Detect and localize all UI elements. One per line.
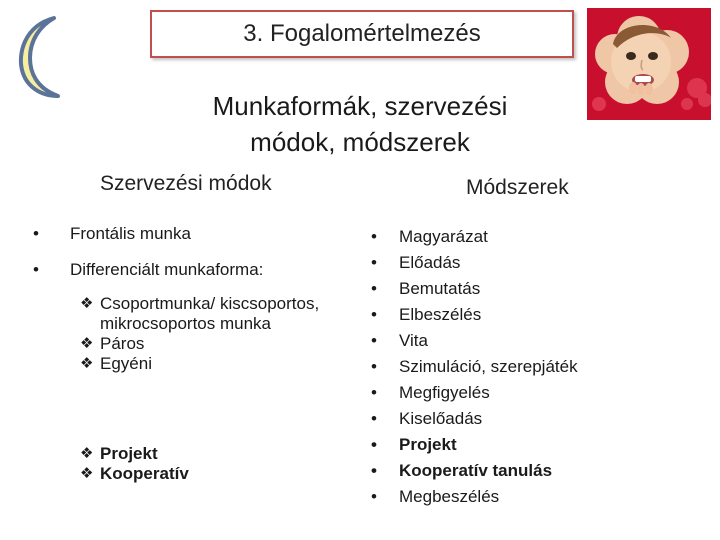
list-item <box>371 458 578 484</box>
slide-title-box <box>150 10 574 58</box>
photo-illustration <box>587 8 711 120</box>
sub-list-item-label: Projekt <box>100 444 158 463</box>
sub-list-item <box>80 464 189 484</box>
bullet-icon: • <box>371 331 377 350</box>
list-item <box>30 260 263 280</box>
bullet-icon: • <box>371 253 377 272</box>
sub-list-item <box>80 444 189 464</box>
methods-list <box>371 224 578 510</box>
bullet-icon: • <box>371 279 377 298</box>
list-item <box>371 406 578 432</box>
left-column-heading: Szervezési módok <box>100 172 272 195</box>
method-label: Magyarázat <box>399 227 488 246</box>
sub-list-item-label: Kooperatív <box>100 464 189 483</box>
sub-list-item-label: Egyéni <box>100 354 152 373</box>
list-item <box>371 276 578 302</box>
bullet-icon: • <box>371 487 377 506</box>
list-item <box>371 354 578 380</box>
list-item-label: Differenciált munkaforma: <box>70 260 264 279</box>
method-label: Kiselőadás <box>399 409 483 428</box>
sub-list-item-label: Páros <box>100 334 145 353</box>
bullet-icon: • <box>371 383 377 402</box>
list-item <box>371 302 578 328</box>
list-item <box>371 250 578 276</box>
child-face-photo <box>587 8 711 120</box>
right-column-heading: Módszerek <box>466 176 569 199</box>
project-cooperative-list <box>80 444 189 484</box>
diamond-bullet-icon: ❖ <box>80 335 94 352</box>
list-item <box>30 224 263 244</box>
bullet-icon: • <box>371 409 377 428</box>
method-label: Megfigyelés <box>399 383 490 402</box>
bullet-icon: • <box>33 260 39 279</box>
list-item <box>371 380 578 406</box>
differentiated-forms-list <box>80 294 320 374</box>
method-label: Szimuláció, szerepjáték <box>399 357 578 376</box>
diamond-bullet-icon: ❖ <box>80 465 94 482</box>
subtitle-line-2: módok, módszerek <box>250 127 470 157</box>
bullet-icon: • <box>371 305 377 324</box>
method-label: Megbeszélés <box>399 487 500 506</box>
diamond-bullet-icon: ❖ <box>80 355 94 372</box>
method-label: Elbeszélés <box>399 305 482 324</box>
diamond-bullet-icon: ❖ <box>80 295 94 312</box>
method-label: Előadás <box>399 253 461 272</box>
organization-modes-list <box>30 224 263 280</box>
list-item <box>371 328 578 354</box>
method-label: Vita <box>399 331 428 350</box>
bullet-icon: • <box>371 357 377 376</box>
bullet-icon: • <box>33 224 39 243</box>
sub-list-item <box>80 294 320 334</box>
diamond-bullet-icon: ❖ <box>80 445 94 462</box>
bullet-icon: • <box>371 227 377 246</box>
sub-list-item <box>80 354 320 374</box>
crescent-moon-icon <box>14 14 64 100</box>
slide-title: 3. Fogalomértelmezés <box>243 20 481 47</box>
method-label: Kooperatív tanulás <box>399 461 553 480</box>
bullet-icon: • <box>371 435 377 454</box>
list-item <box>371 432 578 458</box>
subtitle-line-1: Munkaformák, szervezési <box>212 91 508 121</box>
list-item <box>371 484 578 510</box>
bullet-icon: • <box>371 461 377 480</box>
list-item-label: Frontális munka <box>70 224 191 243</box>
sub-list-item-label: Csoportmunka/ kiscsoportos, mikrocsoportos munka <box>100 294 320 333</box>
method-label: Bemutatás <box>399 279 481 298</box>
method-label: Projekt <box>399 435 457 454</box>
sub-list-item <box>80 334 320 354</box>
slide-subtitle <box>160 88 560 160</box>
list-item <box>371 224 578 250</box>
